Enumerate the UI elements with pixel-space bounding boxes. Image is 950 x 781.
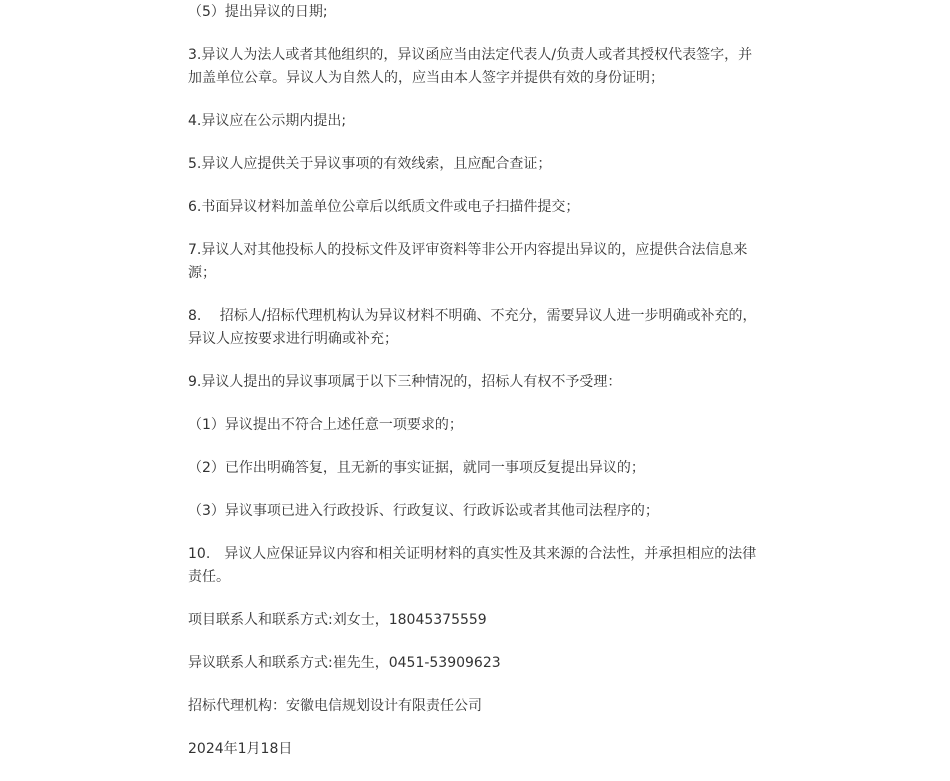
project-contact: 项目联系人和联系方式:刘女士，18045375559 — [188, 612, 487, 628]
tender-agency: 招标代理机构：安徽电信规划设计有限责任公司 — [188, 698, 482, 714]
objection-contact: 异议联系人和联系方式:崔先生，0451-53909623 — [188, 655, 501, 671]
paragraph-item-9-sub-1: （1）异议提出不符合上述任意一项要求的； — [188, 417, 463, 433]
paragraph-item-9-sub-2: （2）已作出明确答复，且无新的事实证据，就同一事项反复提出异议的； — [188, 460, 645, 476]
paragraph-item-7: 7.异议人对其他投标人的投标文件及评审资料等非公开内容提出异议的，应提供合法信息来源； — [188, 242, 748, 281]
paragraph-item-3: 3.异议人为法人或者其他组织的，异议函应当由法定代表人/负责人或者其授权代表签字，并加盖单位公章。异议人为自然人的，应当由本人签字并提供有效的身份证明； — [188, 47, 753, 86]
paragraph-objection-date: （5）提出异议的日期; — [188, 4, 328, 20]
paragraph-item-9-sub-3: （3）异议事项已进入行政投诉、行政复议、行政诉讼或者其他司法程序的； — [188, 503, 659, 519]
paragraph-item-8: 8. 招标人/招标代理机构认为异议材料不明确、不充分，需要异议人进一步明确或补充的，异议人应按要求进行明确或补充； — [188, 308, 757, 347]
paragraph-item-10: 10. 异议人应保证异议内容和相关证明材料的真实性及其来源的合法性，并承担相应的法律责任。 — [188, 546, 757, 585]
paragraph-item-6: 6.书面异议材料加盖单位公章后以纸质文件或电子扫描件提交； — [188, 199, 580, 215]
document-date: 2024年1月18日 — [188, 741, 293, 757]
paragraph-item-5: 5.异议人应提供关于异议事项的有效线索，且应配合查证； — [188, 156, 552, 172]
document-body — [188, 1, 764, 781]
paragraph-item-4: 4.异议应在公示期内提出; — [188, 113, 347, 129]
paragraph-item-9: 9.异议人提出的异议事项属于以下三种情况的，招标人有权不予受理： — [188, 374, 622, 390]
